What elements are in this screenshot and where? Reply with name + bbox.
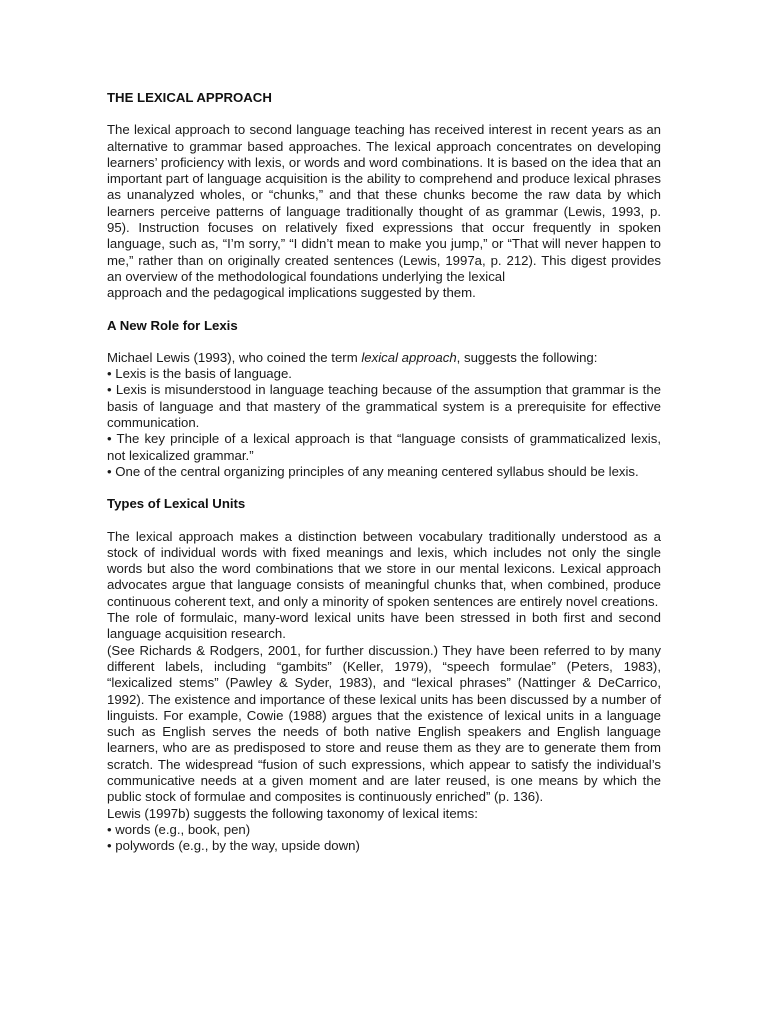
bullet-item: • One of the central organizing principles of any meaning centered syllabus should be lexis. <box>107 463 639 479</box>
intro-paragraph: The lexical approach to second language teaching has received interest in recent years as an alternative to grammar based approaches. The lexical approach concentrates on developing learners’ proficiency with lexis, or words and word combinations. It is based on the idea that an important part of language acquisition is the ability to comprehend and produce lexical phrases as unanalyzed wholes, or “chunks,” and that these chunks become the raw data by which learners perceive patterns of language traditionally thought of as grammar (Lewis, 1993, p. 95). Instruction focuses on relatively fixed expressions that occur frequently in spoken language, such as, “I’m sorry,” “I didn’t mean to make you jump,” or “That will never happen to me,” rather than on originally created sentences (Lewis, 1997a, p. 212). This digest provides an overview of the methodological foundations underlying the lexical <box>107 122 661 284</box>
document-title: THE LEXICAL APPROACH <box>107 90 272 105</box>
lewis-lead-paragraph <box>107 350 661 366</box>
document-page <box>107 90 661 854</box>
bullet-item: • Lexis is the basis of language. <box>107 366 292 382</box>
bullet-item: • polywords (e.g., by the way, upside down) <box>107 838 360 854</box>
lead-term: lexical approach <box>361 349 457 365</box>
section-heading-types: Types of Lexical Units <box>107 496 246 512</box>
types-section <box>107 529 661 855</box>
types-paragraph: (See Richards & Rodgers, 2001, for further discussion.) They have been referred to by many different labels, including “gambits” (Keller, 1979), “speech formulae” (Peters, 1983), “lexicalized stems” (Pawley & Syder, 1983), and “lexical phrases” (Nattinger & DeCarrico, 1992). The existence and importance of these lexical units has been discussed by a number of linguists. For example, Cowie (1988) argues that the existence of lexical units in a language such as English serves the needs of both native English speakers and English language learners, who are as predisposed to store and reuse them as they are to generate them from scratch. The widespread “fusion of such expressions, which appear to satisfy the individual’s communicative needs at a given moment and are later reused, is one means by which the public stock of formulae and composites is continuously enriched” (p. 136). <box>107 642 661 805</box>
bullet-item: • words (e.g., book, pen) <box>107 821 251 837</box>
new-role-section <box>107 350 661 480</box>
lead-text-end: , suggests the following: <box>456 349 598 365</box>
taxonomy-lead: Lewis (1997b) suggests the following taxonomy of lexical items: <box>107 805 478 821</box>
types-paragraph: The role of formulaic, many-word lexical units have been stressed in both first and second language acquisition research. <box>107 610 661 642</box>
bullet-item: • Lexis is misunderstood in language teaching because of the assumption that grammar is the basis of language and that mastery of the grammatical system is a prerequisite for effective communication. <box>107 382 661 431</box>
bullet-item: • The key principle of a lexical approach is that “language consists of grammaticalized lexis, not lexicalized grammar.” <box>107 431 661 463</box>
types-paragraph: The lexical approach makes a distinction between vocabulary traditionally understood as a stock of individual words with fixed meanings and lexis, which includes not only the single words but also the word combinations that we store in our mental lexicons. Lexical approach advocates argue that language consists of meaningful chunks that, when combined, produce continuous coherent text, and only a minority of spoken sentences are entirely novel creations. <box>107 528 661 609</box>
lead-text: Michael Lewis (1993), who coined the term <box>107 349 362 365</box>
intro-section <box>107 122 661 301</box>
intro-paragraph-end: approach and the pedagogical implications suggested by them. <box>107 285 476 301</box>
section-heading-new-role: A New Role for Lexis <box>107 317 238 333</box>
